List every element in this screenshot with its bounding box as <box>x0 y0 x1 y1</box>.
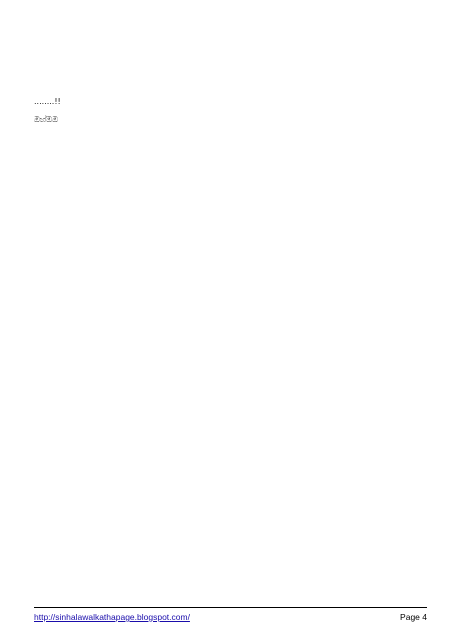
paragraph-8 <box>34 212 427 224</box>
blog-link[interactable]: http://sinhalawalkathapage.blogspot.com/ <box>34 612 190 622</box>
paragraph-7 <box>34 192 427 204</box>
paragraph-3 <box>34 76 427 88</box>
dots-separator-2: ඔහ්‍ඔ‍ඔ‍ <box>34 115 59 124</box>
paragraph-4 <box>34 132 427 144</box>
page-footer <box>34 607 427 626</box>
paragraph-1 <box>34 36 427 48</box>
page-number: Page 4 <box>400 612 427 622</box>
page-content <box>34 36 427 606</box>
paragraph-2 <box>34 56 427 68</box>
paragraph-9 <box>34 232 427 244</box>
paragraph-5 <box>34 152 427 164</box>
paragraph-6 <box>34 172 427 184</box>
dots-separator-1: ........!! <box>34 97 61 106</box>
